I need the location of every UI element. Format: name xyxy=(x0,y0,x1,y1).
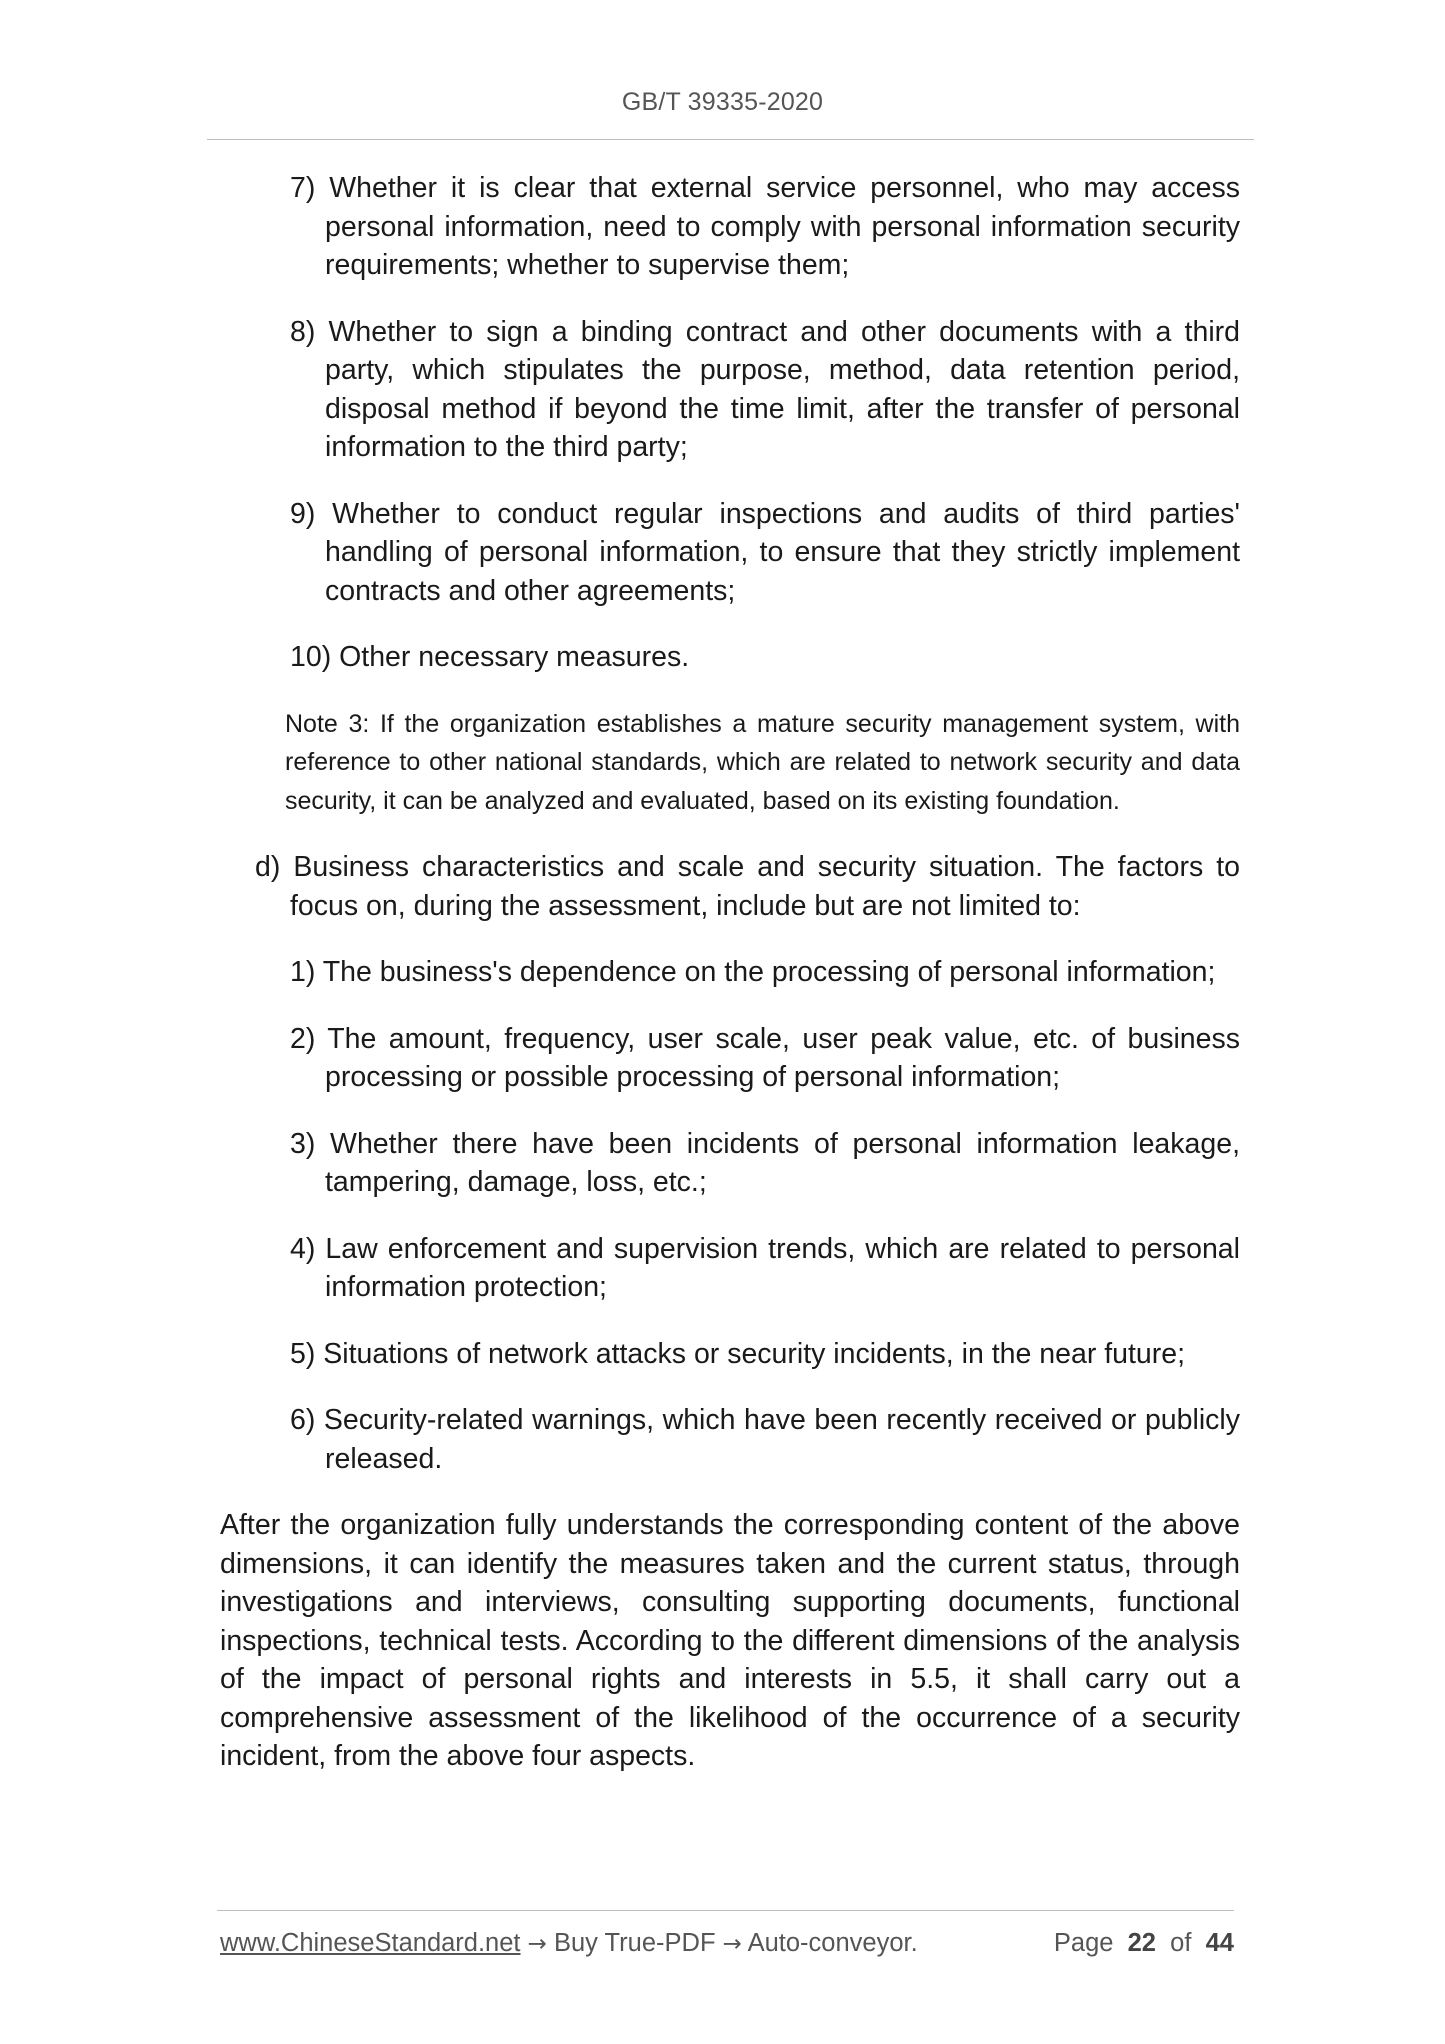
list-item-c7: 7) Whether it is clear that external service personnel, who may access personal information, need to comply with personal information security requirements; whether to supervise them; xyxy=(290,172,1240,281)
footer-divider xyxy=(217,1910,1234,1911)
list-item-d1: 1) The business's dependence on the processing of personal information; xyxy=(290,956,1216,988)
footer-left xyxy=(220,1929,918,1958)
list-item-d5: 5) Situations of network attacks or security incidents, in the near future; xyxy=(290,1337,1186,1370)
buy-true-pdf-text: Buy True-PDF xyxy=(553,1929,716,1957)
page-word: Page xyxy=(1053,1929,1114,1957)
closing-paragraph: After the organization fully understands the corresponding content of the above dimensions, it can identify the measures taken and the current status, through investigations and interviews, consulting supporting documents, functional inspections, technical tests. According to the different dimensions of the analysis of the impact of personal rights and interests in 5.5, it shall carry out a comprehensive assessment of the likelihood of the occurrence of a security incident, from the above four aspects. xyxy=(220,1509,1240,1772)
document-id: GB/T 39335-2020 xyxy=(621,88,824,116)
auto-conveyor-text: Auto-conveyor. xyxy=(747,1929,918,1957)
list-item-d3: 3) Whether there have been incidents of personal information leakage, tampering, damage, loss, etc.; xyxy=(290,1127,1240,1198)
list-item-c9: 9) Whether to conduct regular inspections and audits of third parties' handling of personal information, to ensure that they strictly implement contracts and other agreements; xyxy=(290,497,1240,607)
list-item-d: d) Business characteristics and scale and security situation. The factors to focus on, during the assessment, include but are not limited to: xyxy=(255,851,1240,922)
page-header xyxy=(0,88,1445,117)
page-footer xyxy=(220,1929,1234,1958)
list-item-c8: 8) Whether to sign a binding contract and other documents with a third party, which stipulates the purpose, method, data retention period, disposal method if beyond the time limit, after the transfer of personal information to the third party; xyxy=(290,315,1240,463)
arrow-right-icon: → xyxy=(722,1931,742,1957)
list-item-c10: 10) Other necessary measures. xyxy=(290,641,690,673)
website-link[interactable]: www.ChineseStandard.net xyxy=(220,1929,521,1957)
header-divider xyxy=(207,139,1254,140)
page-number xyxy=(1054,1929,1234,1958)
note-3: Note 3: If the organization establishes a mature security management system, with reference to other national standards, which are related to network security and data security, it can be analyzed and evaluated, based on its existing foundation. xyxy=(285,709,1240,815)
of-word: of xyxy=(1170,1929,1192,1957)
arrow-right-icon: → xyxy=(527,1931,547,1957)
list-item-d4: 4) Law enforcement and supervision trends, which are related to personal information protection; xyxy=(290,1232,1240,1303)
page-total: 44 xyxy=(1205,1929,1234,1957)
page-body xyxy=(0,169,1445,1776)
list-item-d2: 2) The amount, frequency, user scale, user peak value, etc. of business processing or possible processing of personal information; xyxy=(290,1022,1240,1093)
list-item-d6: 6) Security-related warnings, which have been recently received or publicly released. xyxy=(290,1404,1240,1475)
page-current: 22 xyxy=(1127,1929,1156,1957)
